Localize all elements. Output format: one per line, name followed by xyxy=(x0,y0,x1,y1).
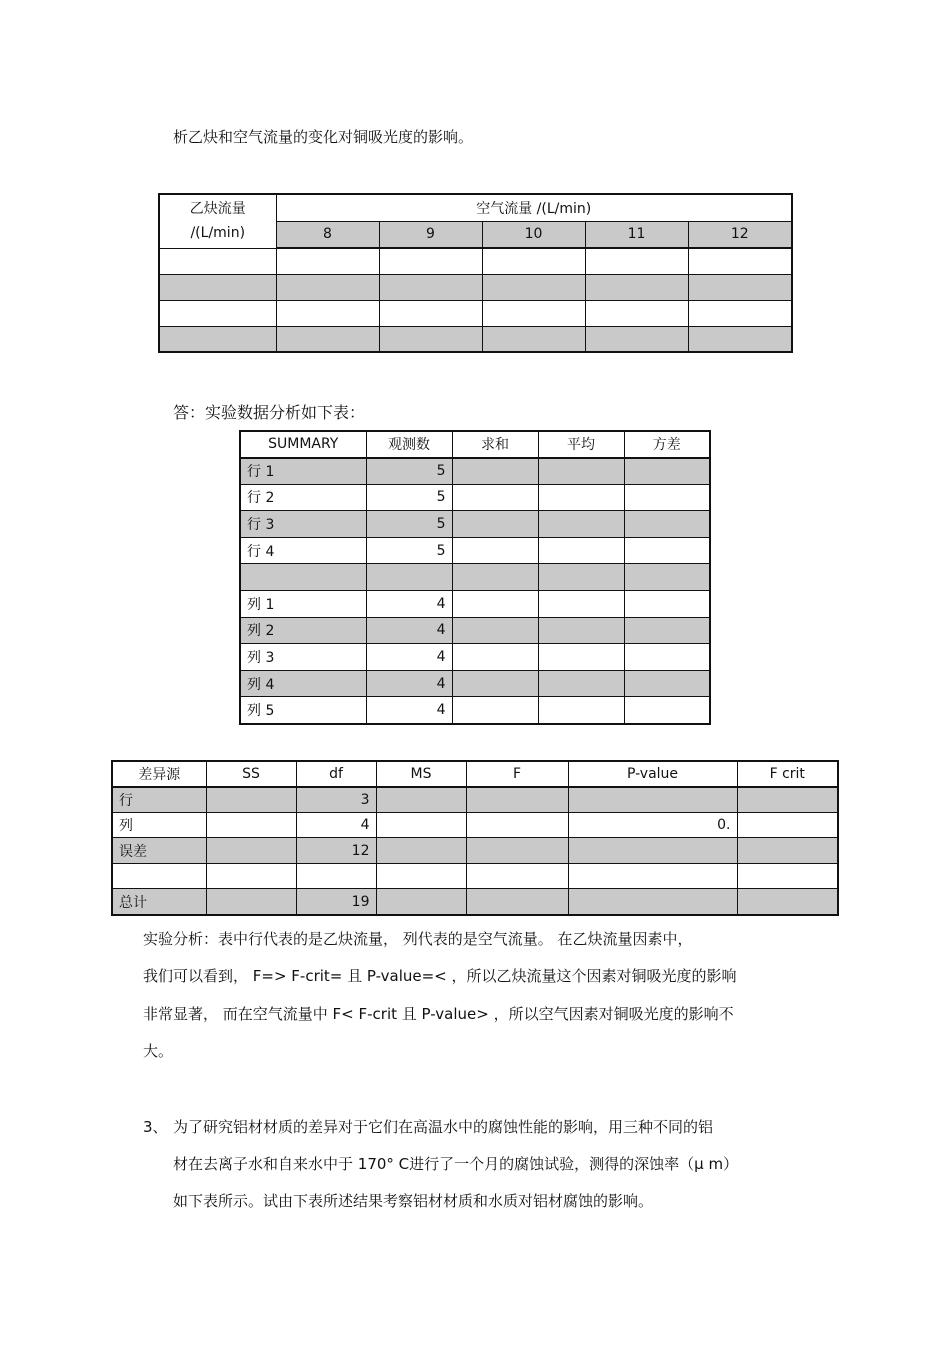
table-row: 总计 19 xyxy=(112,889,838,915)
summary-header: 观测数 xyxy=(366,431,452,458)
intro-line: 析乙炔和空气流量的变化对铜吸光度的影响。 xyxy=(173,128,474,146)
answer-heading: 答：实验数据分析如下表： xyxy=(173,403,366,422)
table-row: 列 3 4 xyxy=(240,644,710,671)
acetylene-flow-header: 乙炔流量 /(L/min) xyxy=(159,194,276,248)
table-row: 行 3 xyxy=(112,787,838,813)
table-row: 行 4 5 xyxy=(240,537,710,564)
table-row: 列 5 4 xyxy=(240,697,710,724)
col-header: 8 xyxy=(276,221,379,248)
table-row xyxy=(159,300,792,326)
problem-line-3: 如下表所示。试由下表所述结果考察铝材材质和水质对铝材腐蚀的影响。 xyxy=(173,1192,654,1210)
analysis-line-1: 实验分析：表中行代表的是乙炔流量， 列代表的是空气流量。 在乙炔流量因素中， xyxy=(143,930,693,948)
flow-table xyxy=(158,193,793,353)
analysis-line-3: 非常显著， 而在空气流量中 F< F-crit 且 P-value> ，所以空气因素对铜吸光度的影响不 xyxy=(143,1005,734,1023)
table-row xyxy=(159,274,792,300)
anova-header: F crit xyxy=(737,761,838,787)
table-row: 行 2 5 xyxy=(240,484,710,511)
anova-header: df xyxy=(296,761,376,787)
problem-line-2: 材在去离子水和自来水中于 170° C进行了一个月的腐蚀试验，测得的深蚀率（μ m） xyxy=(173,1155,739,1173)
problem-line-1: 为了研究铝材材质的差异对于它们在高温水中的腐蚀性能的影响，用三种不同的铝 xyxy=(173,1118,714,1136)
col-header: 9 xyxy=(379,221,482,248)
anova-header: F xyxy=(466,761,568,787)
summary-header: 方差 xyxy=(624,431,710,458)
summary-table xyxy=(239,430,711,725)
summary-header: 平均 xyxy=(538,431,624,458)
problem-number: 3、 xyxy=(143,1118,168,1136)
table-row: 列 2 4 xyxy=(240,617,710,644)
table-row xyxy=(240,564,710,591)
table-row: 行 3 5 xyxy=(240,511,710,538)
anova-table xyxy=(111,760,839,916)
table-row xyxy=(112,863,838,889)
col-header: 12 xyxy=(688,221,792,248)
anova-header: SS xyxy=(206,761,296,787)
analysis-line-2: 我们可以看到， F=> F-crit= 且 P-value=< ，所以乙炔流量这个因素对铜吸光度的影响 xyxy=(143,967,737,985)
air-flow-header: 空气流量 /(L/min) xyxy=(276,194,792,221)
analysis-line-4: 大。 xyxy=(143,1042,174,1060)
table-row: 列 4 4 xyxy=(240,670,710,697)
table-row xyxy=(159,248,792,274)
anova-header: MS xyxy=(376,761,466,787)
col-header: 10 xyxy=(482,221,585,248)
anova-header: P-value xyxy=(568,761,737,787)
table-row: 列 1 4 xyxy=(240,591,710,618)
summary-header: 求和 xyxy=(452,431,538,458)
table-row: 列 4 0. xyxy=(112,812,838,838)
table-row xyxy=(159,326,792,352)
table-row: 行 1 5 xyxy=(240,458,710,485)
table-row: 误差 12 xyxy=(112,838,838,864)
col-header: 11 xyxy=(585,221,688,248)
summary-header: SUMMARY xyxy=(240,431,366,458)
anova-header: 差异源 xyxy=(112,761,206,787)
